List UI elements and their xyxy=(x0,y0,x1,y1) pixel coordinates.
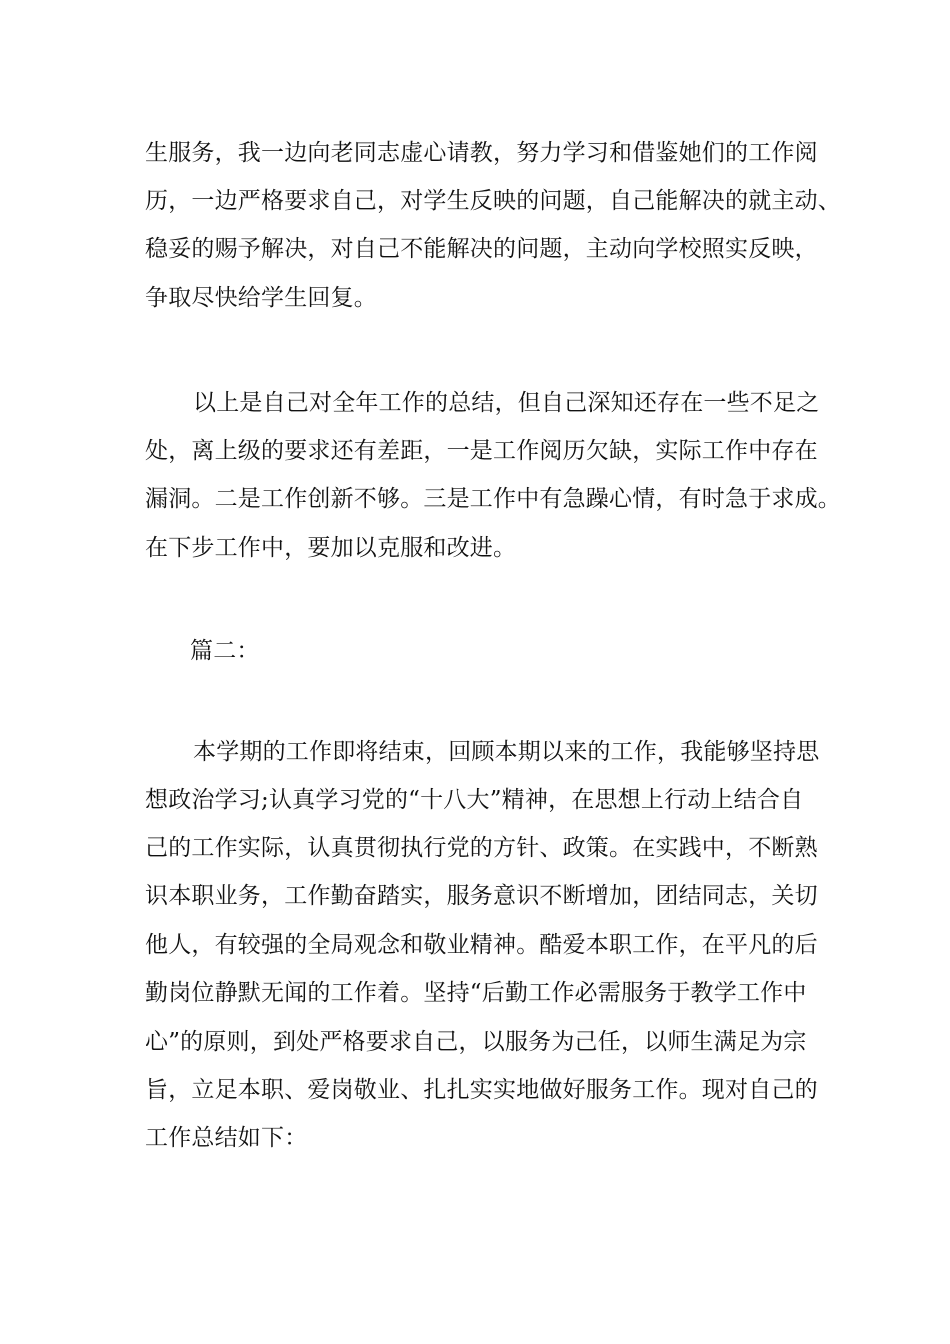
paragraph-3-line-3: 己的工作实际，认真贯彻执行党的方针、政策。在实践中，不断熟 xyxy=(145,835,818,861)
paragraph-1-line-4: 争取尽快给学生回复。 xyxy=(145,285,377,311)
paragraph-1-line-2: 历，一边严格要求自己，对学生反映的问题，自己能解决的就主动、 xyxy=(145,188,841,214)
paragraph-1-line-3: 稳妥的赐予解决，对自己不能解决的问题，主动向学校照实反映， xyxy=(145,236,818,262)
paragraph-3-line-2: 想政治学习;认真学习党的“十八大”精神，在思想上行动上结合自 xyxy=(145,787,804,813)
section-heading: 篇二： xyxy=(190,638,260,664)
paragraph-2-line-3: 漏洞。二是工作创新不够。三是工作中有急躁心情，有时急于求成。 xyxy=(145,486,841,512)
paragraph-3-line-1: 本学期的工作即将结束，回顾本期以来的工作，我能够坚持思 xyxy=(193,739,820,765)
paragraph-3-line-8: 旨，立足本职、爱岗敬业、扎扎实实地做好服务工作。现对自己的 xyxy=(145,1077,818,1103)
paragraph-2-line-4: 在下步工作中，要加以克服和改进。 xyxy=(145,535,517,561)
paragraph-3-line-7: 心”的原则，到处严格要求自己，以服务为己任，以师生满足为宗 xyxy=(145,1029,807,1055)
paragraph-2-line-1: 以上是自己对全年工作的总结，但自己深知还存在一些不足之 xyxy=(193,390,820,416)
paragraph-3-line-5: 他人，有较强的全局观念和敬业精神。酷爱本职工作，在平凡的后 xyxy=(145,932,818,958)
paragraph-1-line-1: 生服务，我一边向老同志虚心请教，努力学习和借鉴她们的工作阅 xyxy=(145,140,818,166)
paragraph-3-line-6: 勤岗位静默无闻的工作着。坚持“后勤工作必需服务于教学工作中 xyxy=(145,980,807,1006)
paragraph-3-line-9: 工作总结如下： xyxy=(145,1125,308,1151)
paragraph-2-line-2: 处，离上级的要求还有差距，一是工作阅历欠缺，实际工作中存在 xyxy=(145,438,818,464)
paragraph-3-line-4: 识本职业务，工作勤奋踏实，服务意识不断增加，团结同志，关切 xyxy=(145,883,818,909)
